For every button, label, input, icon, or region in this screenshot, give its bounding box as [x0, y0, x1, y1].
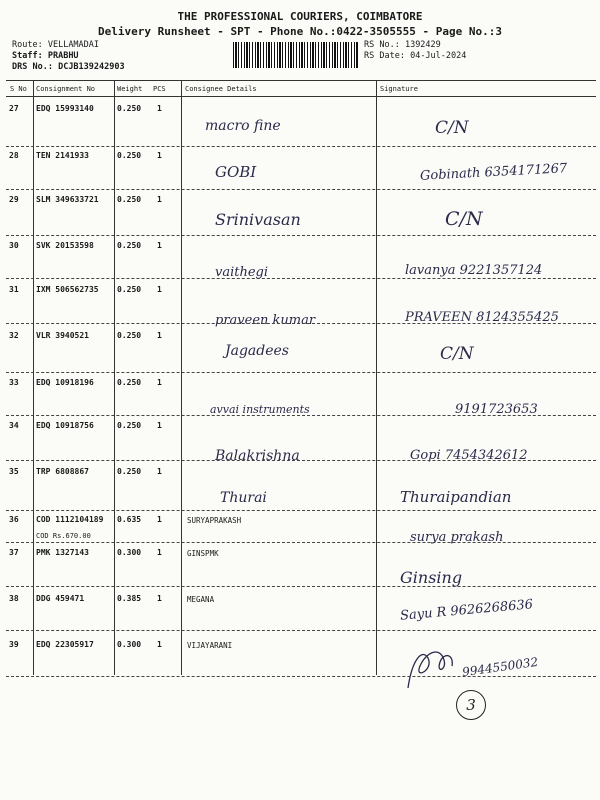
row-pcs: 1 [157, 151, 162, 160]
row-signature: C/N [440, 344, 474, 364]
row-weight: 0.250 [117, 421, 142, 430]
row-sno: 39 [9, 640, 19, 649]
row-signature: 9944550032 [461, 654, 539, 680]
row-consignee-handwritten: Srinivasan [215, 210, 301, 229]
row-separator [6, 630, 596, 631]
row-pcs: 1 [157, 421, 162, 430]
row-consignment: EDQ 10918756 [36, 421, 94, 430]
row-pcs: 1 [157, 104, 162, 113]
row-pcs: 1 [157, 241, 162, 250]
row-consignment: IXM 506562735 [36, 285, 99, 294]
row-sno: 38 [9, 594, 19, 603]
route-value: VELLAMADAI [47, 40, 100, 50]
row-sno: 37 [9, 548, 19, 557]
signature-scribble [400, 640, 460, 695]
row-signature: C/N [445, 208, 483, 230]
cod-amount: COD Rs.670.00 [36, 532, 91, 540]
row-consignee-handwritten: Thurai [220, 490, 267, 506]
row-sno: 35 [9, 467, 19, 476]
row-consignee: GINSPMK [187, 549, 219, 558]
row-weight: 0.300 [117, 640, 142, 649]
row-consignee-handwritten: praveen kumar [215, 313, 316, 328]
row-sno: 36 [9, 515, 19, 524]
row-weight: 0.250 [117, 104, 142, 113]
row-weight: 0.385 [117, 594, 142, 603]
col-header-consignment: Consignment No [36, 85, 96, 93]
row-consignment: TRP 6808867 [36, 467, 89, 476]
document-subtitle: Delivery Runsheet - SPT - Phone No.:0422-3505555 - Page No.:3 [98, 25, 502, 38]
row-sno: 33 [9, 378, 19, 387]
row-weight: 0.250 [117, 285, 142, 294]
row-consignment: SLM 349633721 [36, 195, 99, 204]
rs-no-label: RS No.: [364, 40, 400, 50]
row-consignee-handwritten: macro fine [205, 118, 281, 134]
row-sno: 30 [9, 241, 19, 250]
row-signature: C/N [435, 118, 469, 138]
row-consignee-handwritten: Jagadees [225, 343, 289, 359]
row-consignment: EDQ 22305917 [36, 640, 94, 649]
barcode [233, 42, 358, 68]
row-consignee-handwritten: avvai instruments [210, 403, 310, 416]
row-consignee: SURYAPRAKASH [187, 516, 242, 525]
row-consignment: COD 1112104189 [36, 515, 104, 524]
row-sno: 27 [9, 104, 19, 113]
row-signature: surya prakash [410, 530, 504, 545]
rs-no-value: 1392429 [404, 40, 441, 50]
row-signature: PRAVEEN 8124355425 [405, 310, 559, 325]
col-header-details: Consignee Details [185, 85, 257, 93]
row-separator [6, 278, 596, 279]
row-weight: 0.250 [117, 195, 142, 204]
row-pcs: 1 [157, 515, 162, 524]
row-signature: Gopi 7454342612 [410, 448, 528, 463]
row-separator [6, 146, 596, 147]
row-weight: 0.250 [117, 151, 142, 160]
row-pcs: 1 [157, 467, 162, 476]
row-pcs: 1 [157, 331, 162, 340]
row-consignment: EDQ 15993140 [36, 104, 94, 113]
table-header-rule [6, 96, 596, 97]
row-signature: Gobinath 6354171267 [419, 161, 568, 184]
row-separator [6, 415, 596, 416]
runsheet-meta-right [364, 40, 466, 62]
row-pcs: 1 [157, 195, 162, 204]
row-consignee: VIJAYARANI [187, 641, 233, 650]
row-sno: 29 [9, 195, 19, 204]
row-consignee-handwritten: Balakrishna [215, 448, 300, 464]
row-separator [6, 542, 596, 543]
row-weight: 0.250 [117, 467, 142, 476]
row-consignee-handwritten: GOBI [215, 163, 257, 181]
row-signature: lavanya 9221357124 [405, 263, 543, 278]
col-header-signature: Signature [380, 85, 418, 93]
row-separator [6, 235, 596, 236]
drs-label: DRS No.: [12, 62, 53, 72]
row-weight: 0.250 [117, 241, 142, 250]
col-header-weight: Weight [117, 85, 143, 93]
runsheet-meta-left [12, 40, 125, 73]
row-separator [6, 586, 596, 587]
row-weight: 0.300 [117, 548, 142, 557]
col-header-pcs: PCS [153, 85, 166, 93]
row-weight: 0.635 [117, 515, 142, 524]
row-consignment: EDQ 10918196 [36, 378, 94, 387]
row-pcs: 1 [157, 548, 162, 557]
row-sno: 28 [9, 151, 19, 160]
drs-value: DCJB139242903 [58, 62, 125, 72]
row-pcs: 1 [157, 640, 162, 649]
row-consignment: VLR 3940521 [36, 331, 89, 340]
page-number-mark: 3 [456, 690, 486, 720]
row-separator [6, 676, 596, 677]
row-signature: Sayu R 9626268636 [399, 597, 534, 624]
row-sno: 31 [9, 285, 19, 294]
row-signature: Thuraipandian [400, 488, 512, 506]
col-header-sno: S No [10, 85, 27, 93]
row-pcs: 1 [157, 378, 162, 387]
row-pcs: 1 [157, 594, 162, 603]
staff-value: PRABHU [47, 51, 79, 61]
row-signature: 9191723653 [455, 402, 538, 417]
row-consignment: DDG 459471 [36, 594, 85, 603]
row-consignee-handwritten: vaithegi [215, 265, 269, 280]
row-separator [6, 510, 596, 511]
rs-date-label: RS Date: [364, 51, 405, 61]
rs-date-value: 04-Jul-2024 [410, 51, 467, 61]
row-weight: 0.250 [117, 331, 142, 340]
row-sno: 32 [9, 331, 19, 340]
row-consignee: MEGANA [187, 595, 215, 604]
row-separator [6, 189, 596, 190]
row-consignment: PMK 1327143 [36, 548, 89, 557]
route-label: Route: [12, 40, 43, 50]
row-consignment: TEN 2141933 [36, 151, 89, 160]
row-consignment: SVK 20153598 [36, 241, 94, 250]
row-pcs: 1 [157, 285, 162, 294]
row-separator [6, 372, 596, 373]
row-separator [6, 460, 596, 461]
staff-label: Staff: [12, 51, 43, 61]
row-sno: 34 [9, 421, 19, 430]
row-weight: 0.250 [117, 378, 142, 387]
table-top-rule [6, 80, 596, 81]
row-signature: Ginsing [400, 568, 463, 587]
row-separator [6, 323, 596, 324]
document-title: THE PROFESSIONAL COURIERS, COIMBATORE [177, 10, 423, 23]
